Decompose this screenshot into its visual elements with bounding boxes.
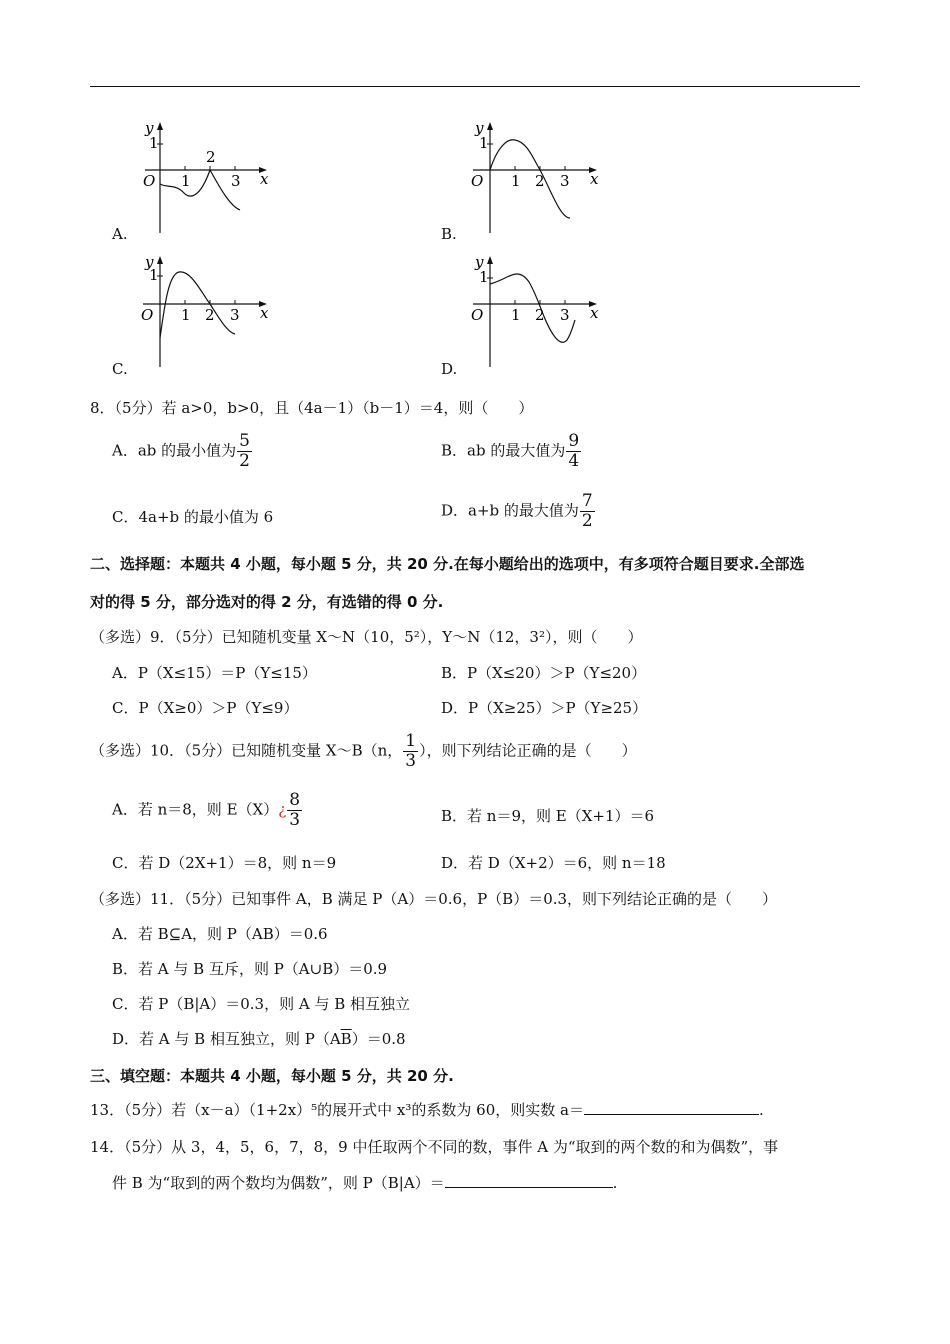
- q10-option-c: C．若 D（2X+1）＝8，则 n＝9: [112, 854, 337, 872]
- q8-d-den: 2: [581, 511, 593, 531]
- q11-option-c: C．若 P（B|A）＝0.3，则 A 与 B 相互独立: [112, 995, 411, 1013]
- graph-a-tick-1: 1: [181, 172, 191, 190]
- graph-c-tick-3: 3: [230, 306, 240, 324]
- q13-answer-blank[interactable]: [584, 1100, 759, 1115]
- graph-a-tick-2: 2: [206, 148, 216, 166]
- graph-d-x-label: x: [590, 304, 599, 322]
- q10-option-d: D．若 D（X+2）＝6，则 n＝18: [441, 854, 666, 872]
- q13-end: .: [758, 1101, 764, 1119]
- q9-option-b: B．P（X≤20）＞P（Y≤20）: [441, 664, 647, 682]
- q11-option-d-text-a: D．若 A 与 B 相互独立，则 P（A: [112, 1030, 341, 1048]
- q14-answer-blank[interactable]: [445, 1173, 613, 1188]
- q10-stem-a: （多选）10．（5分）已知随机变量 X～B（n，: [90, 741, 403, 760]
- graph-a-x-label: x: [260, 170, 269, 188]
- header-rule: [90, 86, 860, 87]
- q13-text: 13．（5分）若（x－a）（1+2x）⁵的展开式中 x³的系数为 60，则实数 a＝: [90, 1101, 584, 1119]
- q8-option-b-text: B．ab 的最大值为: [441, 441, 566, 460]
- q8-option-b-fraction: [566, 433, 581, 470]
- q11-option-b: B．若 A 与 B 互斥，则 P（A∪B）＝0.9: [112, 960, 388, 978]
- q9-option-a: A．P（X≤15）＝P（Y≤15）: [112, 664, 317, 682]
- graph-c-tick-1: 1: [181, 306, 191, 324]
- q10-option-a-text: A．若 n＝8，则 E（X）: [112, 800, 279, 819]
- q8-option-a-text: A．ab 的最小值为: [112, 441, 237, 460]
- graph-c-origin: O: [141, 306, 154, 324]
- q8-option-a: [112, 433, 253, 470]
- q8-option-c: C．4a+b 的最小值为 6: [112, 508, 274, 526]
- q8-b-num: 9: [568, 431, 580, 451]
- q10-a-num: 8: [289, 790, 301, 810]
- q10-option-a-fraction: [287, 792, 302, 829]
- q10-option-a: [112, 792, 303, 829]
- graph-a-tick-3: 3: [231, 172, 241, 190]
- q10-option-b: B．若 n＝9，则 E（X+1）＝6: [441, 807, 655, 825]
- graph-d-tick-2: 2: [535, 306, 545, 324]
- q14-text: 件 B 为“取到的两个数均为偶数”，则 P（B|A）＝: [112, 1174, 445, 1192]
- section3-heading: 三、填空题：本题共 4 小题，每小题 5 分，共 20 分.: [90, 1067, 454, 1085]
- q8-a-den: 2: [239, 451, 250, 471]
- graph-b-tick-2: 2: [535, 172, 545, 190]
- q10-stem-num: 1: [405, 731, 417, 751]
- q10-a-den: 3: [289, 810, 301, 830]
- q11-option-a: A．若 B⊆A，则 P（AB）＝0.6: [112, 925, 328, 943]
- section2-heading-line1: 二、选择题：本题共 4 小题，每小题 5 分，共 20 分.在每小题给出的选项中，有多项符合题目要求.全部选: [90, 555, 805, 573]
- option-7a-label: A.: [112, 225, 128, 243]
- q8-option-d: [441, 493, 596, 530]
- graph-b-tick-1: 1: [511, 172, 521, 190]
- graph-b-tick-1y: 1: [479, 134, 489, 152]
- q8-option-b: [441, 433, 582, 470]
- option-7c-label: C.: [112, 360, 128, 378]
- q9-option-d: D．P（X≥25）＞P（Y≥25）: [441, 699, 648, 717]
- graph-d-origin: O: [471, 306, 484, 324]
- graph-c-y-label: y: [145, 253, 154, 271]
- graph-a-y-label: y: [145, 119, 154, 137]
- q13: [90, 1099, 764, 1120]
- q10-stem: [90, 733, 637, 770]
- q10-option-a-glyph: ¿: [278, 800, 287, 819]
- option-7d-label: D.: [441, 360, 458, 378]
- graph-d-tick-3: 3: [560, 306, 570, 324]
- q10-stem-b: ），则下列结论正确的是（ ）: [419, 741, 637, 760]
- q8-option-a-fraction: [237, 433, 252, 470]
- q8-a-num: 5: [239, 431, 250, 451]
- graph-a: [135, 118, 275, 238]
- section2-heading-line2: 对的得 5 分，部分选对的得 2 分，有选错的得 0 分.: [90, 593, 444, 611]
- q8-d-num: 7: [581, 491, 593, 511]
- graph-a-tick-1y: 1: [149, 134, 159, 152]
- graph-d: [465, 252, 605, 372]
- q11-option-d-bar: $\overline{B}$: [340, 1030, 352, 1048]
- graph-c-tick-2: 2: [205, 306, 215, 324]
- q8-option-d-text: D．a+b 的最大值为: [441, 501, 579, 520]
- graph-c-tick-1y: 1: [149, 266, 159, 284]
- q14-line1: 14．（5分）从 3，4，5，6，7，8，9 中任取两个不同的数，事件 A 为“取到的两个数的和为偶数”，事: [90, 1138, 779, 1156]
- q11-option-d-text-b: ）＝0.8: [351, 1030, 406, 1048]
- q10-stem-fraction: [403, 733, 418, 770]
- q8-option-d-fraction: [580, 493, 595, 530]
- graph-b-x-label: x: [590, 170, 599, 188]
- graph-b-origin: O: [471, 172, 484, 190]
- graph-d-tick-1y: 1: [479, 268, 489, 286]
- q11-option-d: [112, 1028, 406, 1049]
- graph-c-x-label: x: [260, 304, 269, 322]
- graph-b: [465, 118, 605, 238]
- q8-stem: 8．（5分）若 a>0，b>0，且（4a－1）（b－1）＝4，则（ ）: [90, 399, 534, 417]
- option-7b-label: B.: [441, 225, 457, 243]
- q10-stem-den: 3: [405, 751, 417, 771]
- q14-line2: [112, 1172, 617, 1193]
- q9-stem: （多选）9．（5分）已知随机变量 X～N（10，5²），Y～N（12，3²），则（ ）: [90, 628, 643, 646]
- q8-b-den: 4: [568, 451, 580, 471]
- graph-d-y-label: y: [475, 253, 484, 271]
- q11-stem: （多选）11．（5分）已知事件 A，B 满足 P（A）＝0.6，P（B）＝0.3，则下列结论正确的是（ ）: [90, 890, 778, 908]
- q14-end: .: [612, 1174, 618, 1192]
- graph-a-origin: O: [143, 172, 156, 190]
- q9-option-c: C．P（X≥0）＞P（Y≤9）: [112, 699, 299, 717]
- graph-c: [135, 252, 275, 372]
- graph-b-tick-3: 3: [560, 172, 570, 190]
- graph-b-y-label: y: [475, 119, 484, 137]
- graph-d-tick-1: 1: [511, 306, 521, 324]
